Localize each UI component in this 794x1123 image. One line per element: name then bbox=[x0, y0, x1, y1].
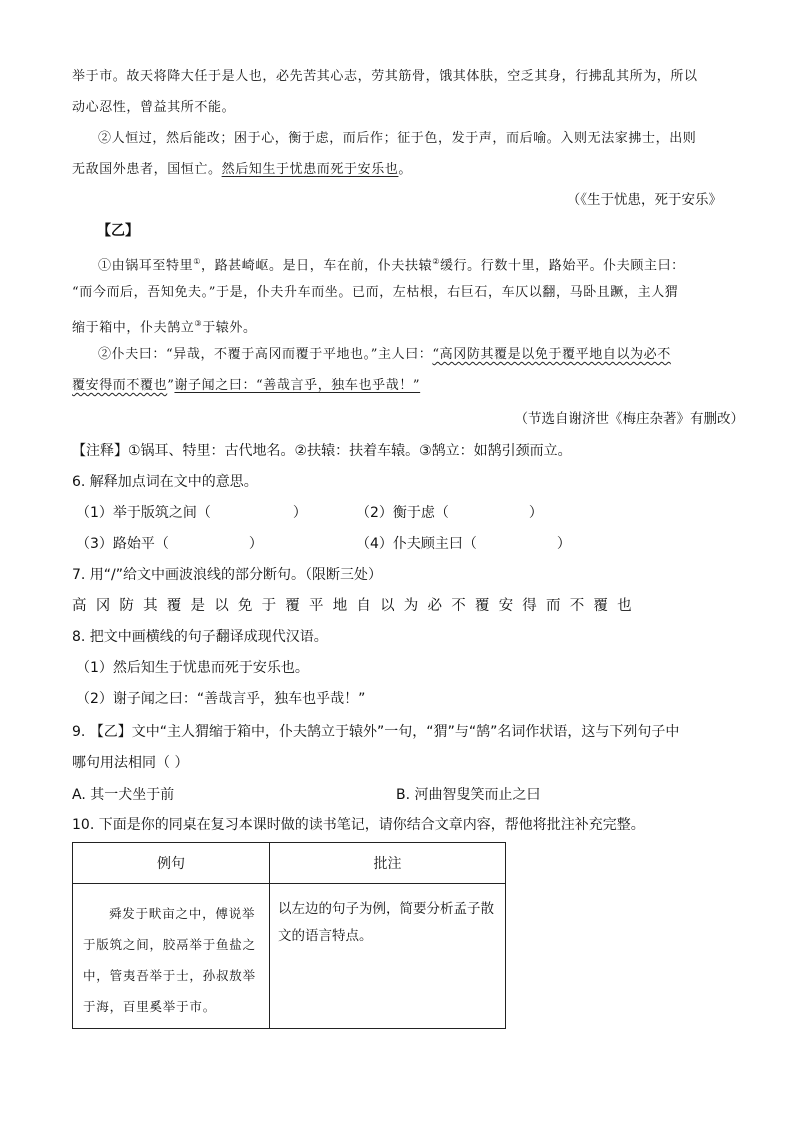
table-row bbox=[73, 884, 506, 1029]
q7-punctuation-text: 高冈防其覆是以免于覆平地自以为必不覆安得而不覆也 bbox=[72, 598, 641, 614]
example-sentences bbox=[73, 884, 269, 1028]
passage-jia-line-2: 动心忍性，曾益其所不能。 bbox=[72, 100, 236, 115]
q9-option-a[interactable]: A. 其一犬坐于前 bbox=[72, 787, 175, 803]
q8-sentence-1: （1）然后知生于忧患而死于安乐也。 bbox=[76, 660, 309, 676]
text-span: ） bbox=[556, 536, 571, 552]
passage-jia-source: （《生于忧患，死于安乐》 bbox=[566, 192, 722, 208]
text-span: ，路甚崎岖。是日，车在前，仆夫扶辕 bbox=[200, 258, 433, 274]
q8-sentence-2: （2）谢子闻之曰：“善哉言乎，独车也乎哉！” bbox=[76, 691, 366, 707]
text-span: ①由锅耳至特里 bbox=[98, 258, 194, 274]
passage-jia-line-4 bbox=[72, 161, 412, 179]
text-span: ） bbox=[248, 536, 263, 552]
example-line: 中，管夷吾举于士，孙叔敖举 bbox=[83, 968, 256, 983]
annotation-text: 以左边的句子为例，简要分析孟子散文的语言特点。 bbox=[278, 901, 494, 944]
question-7-stem: 7. 用“/”给文中画波浪线的部分断句。（限断三处） bbox=[72, 567, 383, 583]
reading-notes-table bbox=[72, 842, 506, 1029]
example-line: 舜发于畎亩之中，傅说举 bbox=[109, 906, 256, 921]
question-9-stem-line-1: 9. 【乙】文中“主人猬缩于箱中，仆夫鹄立于辕外”一句，“猬”与“鹄”名词作状语，这与下列句子中 bbox=[72, 724, 680, 740]
text-span: （3）路始平（ bbox=[76, 536, 169, 552]
text-span: （4）仆夫顾主曰（ bbox=[356, 536, 477, 552]
question-6-stem: 6. 解释加点词在文中的意思。 bbox=[72, 474, 258, 490]
table-header-row bbox=[73, 843, 506, 884]
passage-yi-p1-line-1 bbox=[98, 253, 685, 275]
q6-item-1 bbox=[76, 504, 307, 522]
example-line: 于海，百里奚举于市。 bbox=[83, 999, 217, 1014]
footnote-marker-3: ③ bbox=[194, 319, 203, 328]
text-span: （1）举于版筑之间（ bbox=[76, 505, 211, 521]
underlined-sentence-2: 谢子闻之曰：“善哉言乎，独车也乎哉！” bbox=[174, 378, 421, 393]
text-span: ②仆夫曰：“异哉，不覆于高冈而覆于平地也。”主人曰： bbox=[98, 347, 433, 362]
passage-yi-p1-line-3 bbox=[72, 315, 257, 337]
footnote-marker-2: ② bbox=[432, 257, 440, 266]
q6-item-4 bbox=[356, 535, 571, 553]
period: 。 bbox=[398, 162, 413, 177]
footnote-marker-1: ① bbox=[193, 257, 201, 266]
text-span: 于辕外。 bbox=[202, 320, 257, 336]
text-span: 缩于箱中，仆夫鹄立 bbox=[72, 320, 195, 336]
example-line: 于版筑之间，胶鬲举于鱼盐之 bbox=[83, 937, 256, 952]
text-span: （2）衡于虑（ bbox=[356, 505, 449, 521]
question-8-stem: 8. 把文中画横线的句子翻译成现代汉语。 bbox=[72, 629, 328, 645]
question-10-stem: 10. 下面是你的同桌在复习本课时做的读书笔记，请你结合文章内容，帮他将批注补充完整。 bbox=[72, 817, 645, 833]
annotation-notes: 【注释】①锅耳、特里：古代地名。②扶辕：扶着车辕。③鹄立：如鹄引颈而立。 bbox=[72, 443, 572, 459]
text-span: ” bbox=[167, 378, 175, 393]
passage-yi-p1-line-2: “而今而后，吾知免夫。”于是，仆夫升车而坐。已而，左枯根，右巨石，车仄以翻，马卧且蹶，主人猬 bbox=[72, 285, 679, 300]
column-header-annotation: 批注 bbox=[270, 843, 506, 884]
q6-item-3 bbox=[76, 535, 263, 553]
passage-yi-p2-line-1 bbox=[98, 346, 671, 364]
passage-yi-p2-line-2 bbox=[72, 377, 420, 395]
example-cell bbox=[73, 884, 270, 1029]
passage-jia-text: 无敌国外患者，国恒亡。 bbox=[72, 162, 222, 177]
column-header-example: 例句 bbox=[73, 843, 270, 884]
passage-jia-line-1: 举于市。故天将降大任于是人也，必先苦其心志，劳其筋骨，饿其体肤，空乏其身，行拂乱其所为，所以 bbox=[72, 69, 698, 84]
text-span: ） bbox=[528, 505, 543, 521]
passage-jia-line-3: ②人恒过，然后能改；困于心，衡于虑，而后作；征于色，发于声，而后喻。入则无法家拂士，出则 bbox=[98, 131, 697, 146]
underlined-sentence-1: 然后知生于忧患而死于安乐也 bbox=[221, 162, 399, 177]
wavy-underlined-text: 覆安得而不覆也 bbox=[72, 378, 168, 393]
passage-yi-label: 【乙】 bbox=[97, 223, 139, 239]
text-span: 缓行。行数十里，路始平。仆夫顾主曰： bbox=[439, 258, 685, 274]
q9-option-b[interactable]: B. 河曲智叟笑而止之曰 bbox=[396, 787, 541, 803]
text-span: ） bbox=[292, 505, 307, 521]
q6-item-2 bbox=[356, 504, 543, 522]
question-9-stem-line-2: 哪句用法相同（ ） bbox=[72, 755, 189, 771]
wavy-underlined-text: “高冈防其覆是以免于覆平地自以为必不 bbox=[432, 347, 671, 362]
annotation-cell[interactable] bbox=[270, 884, 506, 1029]
passage-yi-source: （节选自谢济世《梅庄杂著》有删改） bbox=[514, 411, 744, 427]
